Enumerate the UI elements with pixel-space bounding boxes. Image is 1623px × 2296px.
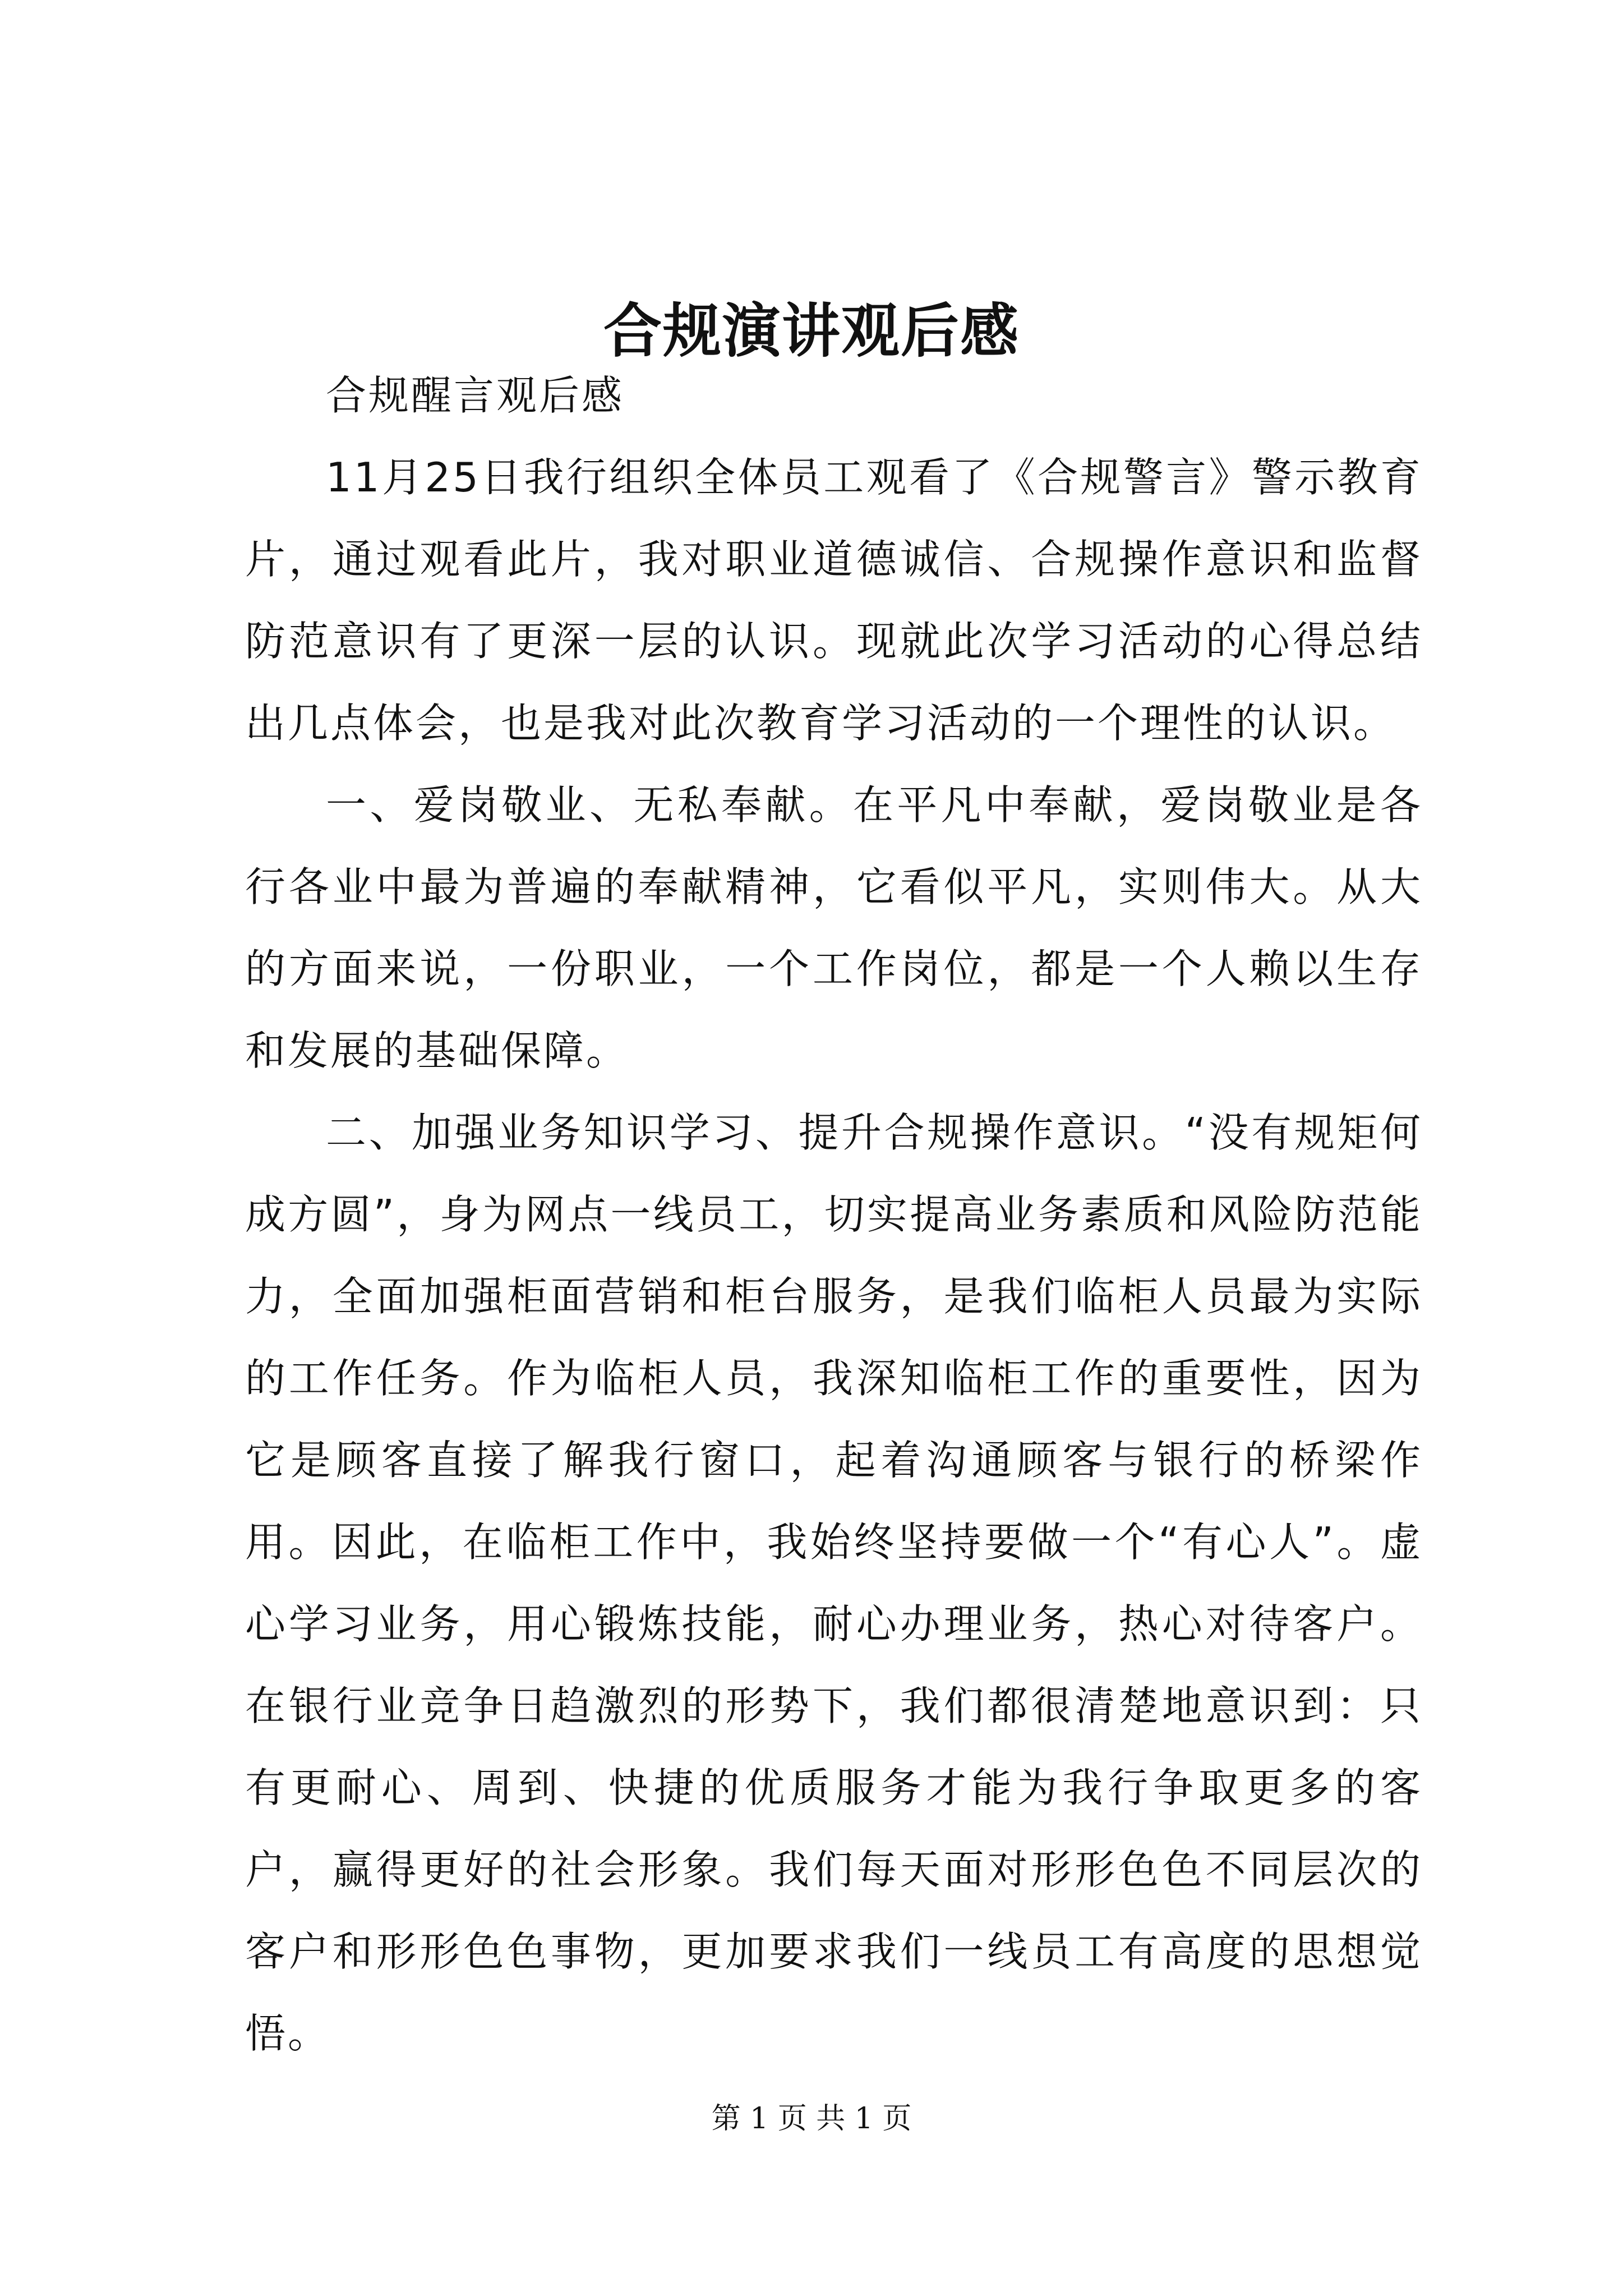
paragraph-point-one: 一、爱岗敬业、无私奉献。在平凡中奉献，爱岗敬业是各行各业中最为普遍的奉献精神，它看似平凡，实则伟大。从大的方面来说，一份职业，一个工作岗位，都是一个人赖以生存和发展的基础保障。 [245,781,1423,1074]
document-body [245,355,1423,2074]
paragraph-point-two: 二、加强业务知识学习、提升合规操作意识。“没有规矩何成方圆”，身为网点一线员工，切实提高业务素质和风险防范能力，全面加强柜面营销和柜台服务，是我们临柜人员最为实际的工作任务。作为临柜人员，我深知临柜工作的重要性，因为它是顾客直接了解我行窗口，起着沟通顾客与银行的桥梁作用。因此，在临柜工作中，我始终坚持要做一个“有心人”。虚心学习业务，用心锻炼技能，耐心办理业务，热心对待客户。在银行业竞争日趋激烈的形势下，我们都很清楚地意识到：只有更耐心、周到、快捷的优质服务才能为我行争取更多的客户，赢得更好的社会形象。我们每天面对形形色色不同层次的客户和形形色色事物，更加要求我们一线员工有高度的思想觉悟。 [245,1109,1423,2057]
page-footer: 第 1 页 共 1 页 [711,2102,912,2136]
document-title: 合规演讲观后感 [603,296,1020,365]
paragraph-subtitle: 合规醒言观后感 [326,372,625,419]
paragraph-intro: 11月25日我行组织全体员工观看了《合规警言》警示教育片，通过观看此片，我对职业道德诚信、合规操作意识和监督防范意识有了更深一层的认识。现就此次学习活动的心得总结出几点体会，也是我对此次教育学习活动的一个理性的认识。 [245,454,1423,747]
